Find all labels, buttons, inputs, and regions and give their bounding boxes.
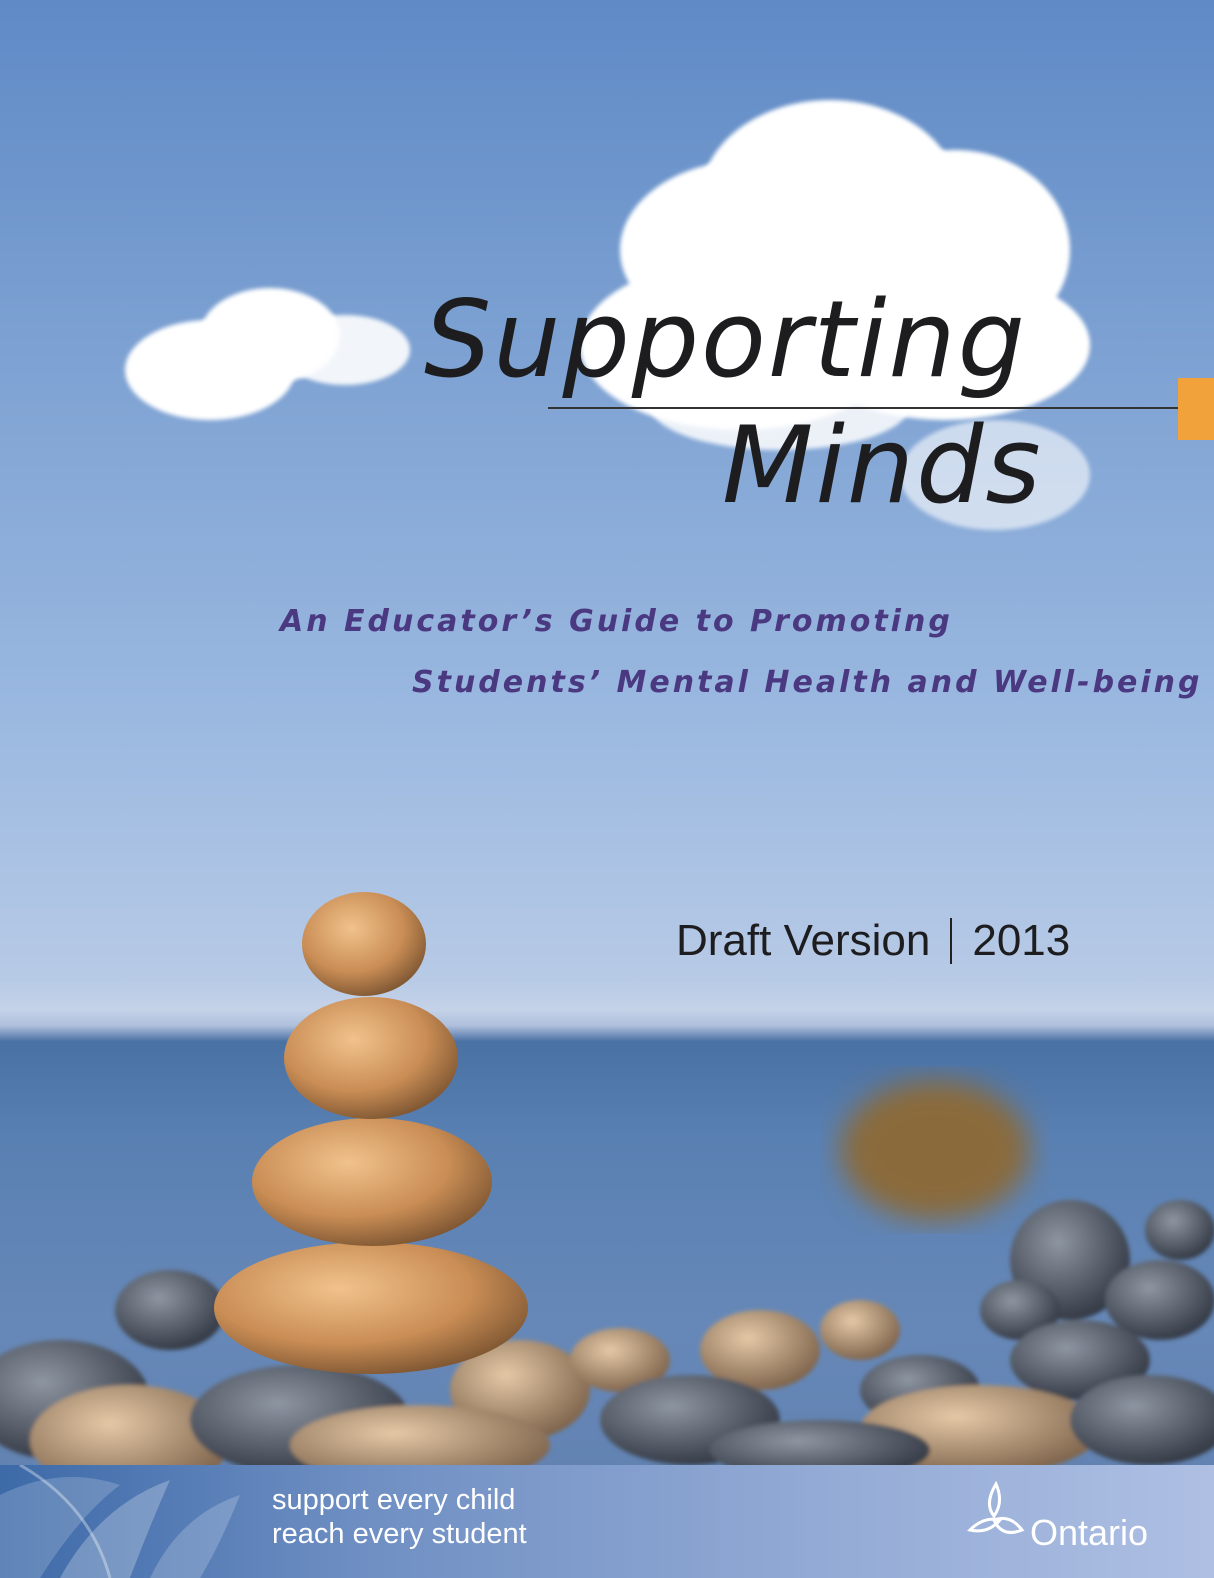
subtitle-line-1: An Educator’s Guide to Promoting [280, 604, 953, 639]
version-separator [950, 918, 952, 964]
version-label [676, 916, 1070, 966]
accent-tab [1178, 378, 1214, 440]
draft-version-text: Draft Version [676, 916, 931, 965]
title-minds: Minds [722, 404, 1043, 527]
tagline-line-1: support every child [272, 1484, 516, 1516]
trillium-logo-icon [964, 1480, 1028, 1544]
version-year: 2013 [972, 916, 1071, 965]
tagline-line-2: reach every student [272, 1518, 527, 1550]
subtitle-line-2: Students’ Mental Health and Well-being [412, 665, 1203, 700]
ribbon-logo-icon [0, 1465, 250, 1578]
title-supporting: Supporting [424, 278, 1027, 401]
ontario-wordmark: Ontario [1030, 1512, 1149, 1553]
